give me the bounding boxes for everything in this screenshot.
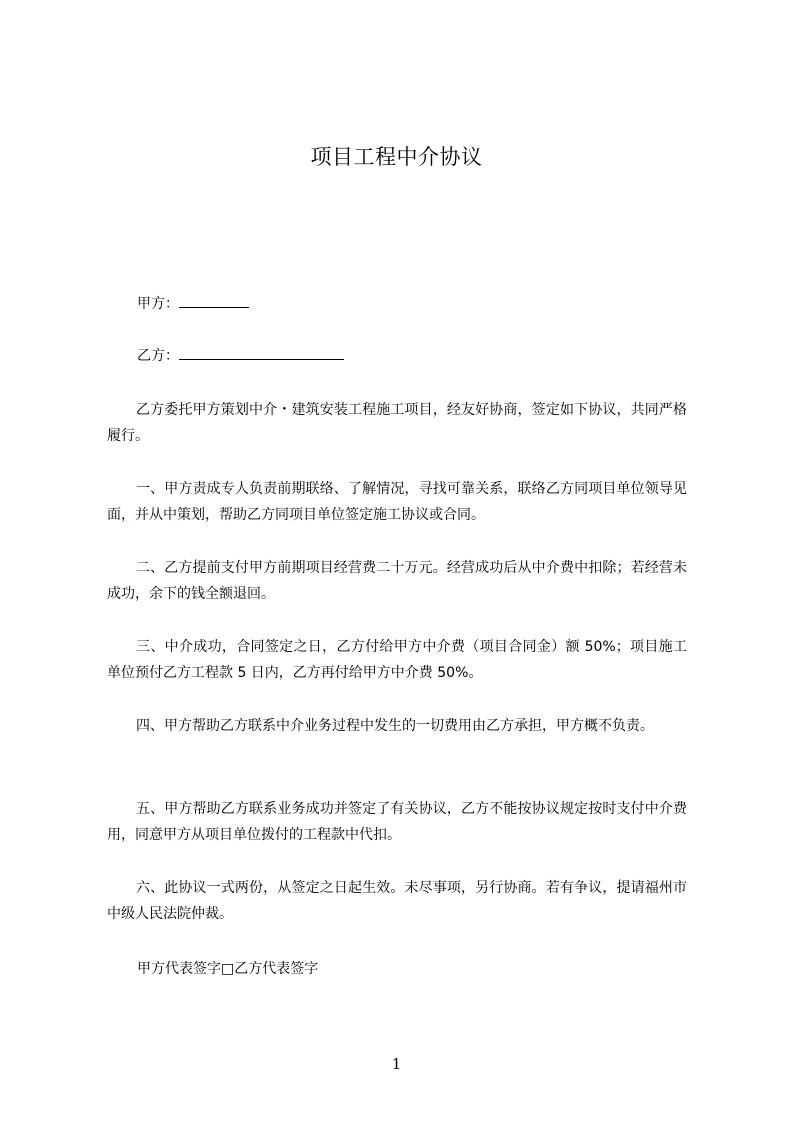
clause-2: 二、乙方提前支付甲方前期项目经营费二十万元。经营成功后从中介费中扣除；若经营未成功，余下的钱全额退回。 bbox=[107, 560, 687, 602]
party-a-blank bbox=[179, 292, 249, 308]
clause-1: 一、甲方责成专人负责前期联络、了解情况，寻找可靠关系，联络乙方同项目单位领导见面，并从中策划，帮助乙方同项目单位签定施工协议或合同。 bbox=[107, 481, 687, 523]
clause-4: 四、甲方帮助乙方联系中介业务过程中发生的一切费用由乙方承担，甲方概不负责。 bbox=[136, 718, 654, 734]
clause-6: 六、此协议一式两份，从签定之日起生效。未尽事项，另行协商。若有争议，提请福州市中级人民法院仲裁。 bbox=[107, 880, 687, 922]
party-a-field bbox=[137, 292, 249, 314]
party-b-label: 乙方： bbox=[137, 348, 179, 364]
party-b-field bbox=[137, 344, 344, 366]
party-a-label: 甲方： bbox=[137, 296, 179, 312]
clause-5: 五、甲方帮助乙方联系业务成功并签定了有关协议，乙方不能按协议规定按时支付中介费用，同意甲方从项目单位拨付的工程款中代扣。 bbox=[107, 801, 687, 843]
clause-3: 三、中介成功，合同签定之日，乙方付给甲方中介费（项目合同金）额 50%；项目施工单位预付乙方工程款 5 日内，乙方再付给甲方中介费 50%。 bbox=[107, 639, 687, 681]
signature-line: 甲方代表签字□乙方代表签字 bbox=[137, 961, 319, 977]
party-b-blank bbox=[179, 344, 344, 360]
intro-paragraph: 乙方委托甲方策划中介・建筑安装工程施工项目，经友好协商，签定如下协议，共同严格履行。 bbox=[107, 402, 687, 444]
page-number: 1 bbox=[391, 1055, 402, 1073]
document-title: 项目工程中介协议 bbox=[310, 145, 483, 169]
